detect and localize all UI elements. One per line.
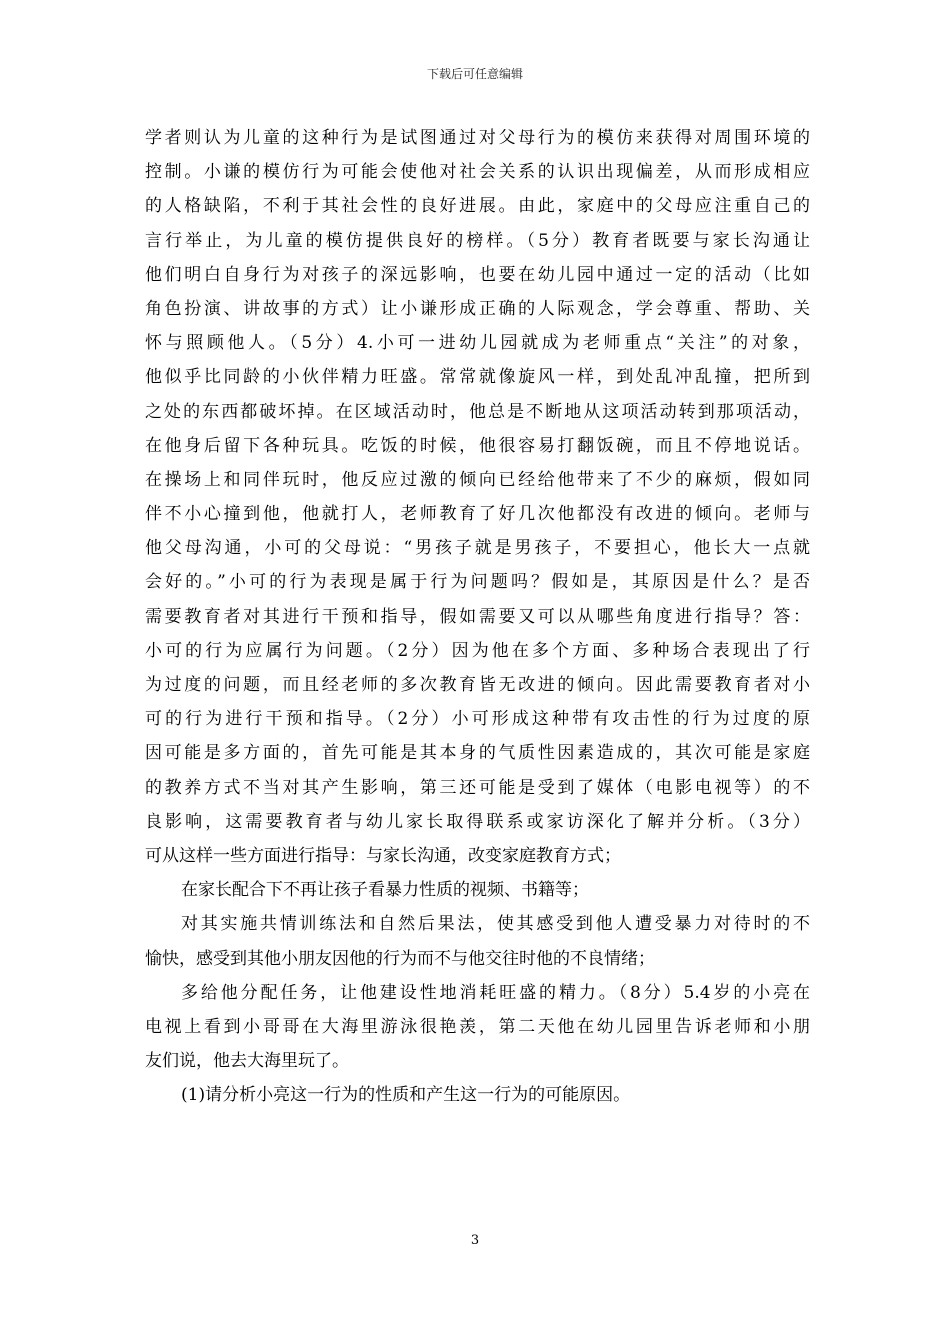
text-line: 为过度的问题，而且经老师的多次教育皆无改进的倾向。因此需要教育者对小: [145, 675, 810, 695]
text-line: 多给他分配任务，让他建设性地消耗旺盛的精力。（8分）5.4岁的小亮在: [181, 982, 810, 1003]
text-line: 之处的东西都破坏掉。在区域活动时，他总是不断地从这项活动转到那项活动，: [145, 401, 810, 422]
text-line: 怀与照顾他人。（5分）4.小可一进幼儿园就成为老师重点“关注”的对象，: [145, 333, 810, 354]
text-line: 可从这样一些方面进行指导：与家长沟通，改变家庭教育方式；: [145, 845, 621, 866]
text-line: 的人格缺陷，不利于其社会性的良好进展。由此，家庭中的父母应注重自己的: [145, 196, 810, 217]
text-line: 愉快，感受到其他小朋友因他的行为而不与他交往时他的不良情绪；: [145, 948, 655, 969]
text-line: 在他身后留下各种玩具。吃饭的时候，他很容易打翻饭碗，而且不停地说话。: [145, 435, 810, 456]
text-line: 他们明白自身行为对孩子的深远影响，也要在幼儿园中通过一定的活动（比如: [145, 264, 810, 285]
text-line: 言行举止，为儿童的模仿提供良好的榜样。（5分）教育者既要与家长沟通让: [145, 230, 810, 251]
text-line: 在操场上和同伴玩时，他反应过激的倾向已经给他带来了不少的麻烦，假如同: [145, 469, 810, 490]
text-line: 他父母沟通，小可的父母说：“男孩子就是男孩子，不要担心，他长大一点就: [145, 538, 810, 559]
text-line: 可的行为进行干预和指导。（2分）小可形成这种带有攻击性的行为过度的原: [145, 709, 810, 730]
text-line: 会好的。”小可的行为表现是属于行为问题吗？假如是，其原因是什么？是否: [145, 572, 810, 593]
text-line: 控制。小谦的模仿行为可能会使他对社会关系的认识出现偏差，从而形成相应: [145, 162, 810, 183]
text-line: 因可能是多方面的，首先可能是其本身的气质性因素造成的，其次可能是家庭: [145, 743, 810, 764]
text-line: 他似乎比同龄的小伙伴精力旺盛。常常就像旋风一样，到处乱冲乱撞，把所到: [145, 367, 810, 388]
text-line: 友们说，他去大海里玩了。: [145, 1051, 349, 1072]
text-line: 需要教育者对其进行干预和指导，假如需要又可以从哪些角度进行指导？答：: [145, 606, 810, 627]
text-line: 良影响，这需要教育者与幼儿家长取得联系或家访深化了解并分析。（3分）: [145, 811, 810, 832]
text-line: (1)请分析小亮这一行为的性质和产生这一行为的可能原因。: [181, 1085, 631, 1106]
text-line: 角色扮演、讲故事的方式）让小谦形成正确的人际观念，学会尊重、帮助、关: [145, 298, 810, 319]
text-line: 小可的行为应属行为问题。（2分）因为他在多个方面、多种场合表现出了行: [145, 640, 810, 661]
text-line: 伴不小心撞到他，他就打人，老师教育了好几次他都没有改进的倾向。老师与: [145, 504, 810, 525]
text-line: 的教养方式不当对其产生影响，第三还可能是受到了媒体（电影电视等）的不: [145, 777, 810, 798]
page-header: 下载后可任意编辑: [426, 67, 523, 81]
page-number: 3: [470, 1233, 480, 1248]
text-line: 对其实施共情训练法和自然后果法，使其感受到他人遭受暴力对待时的不: [181, 914, 810, 935]
text-line: 电视上看到小哥哥在大海里游泳很艳羡，第二天他在幼儿园里告诉老师和小朋: [145, 1016, 810, 1037]
text-line: 在家长配合下不再让孩子看暴力性质的视频、书籍等；: [181, 880, 589, 901]
body-text: [145, 121, 810, 1112]
text-line: 学者则认为儿童的这种行为是试图通过对父母行为的模仿来获得对周围环境的: [145, 128, 810, 148]
